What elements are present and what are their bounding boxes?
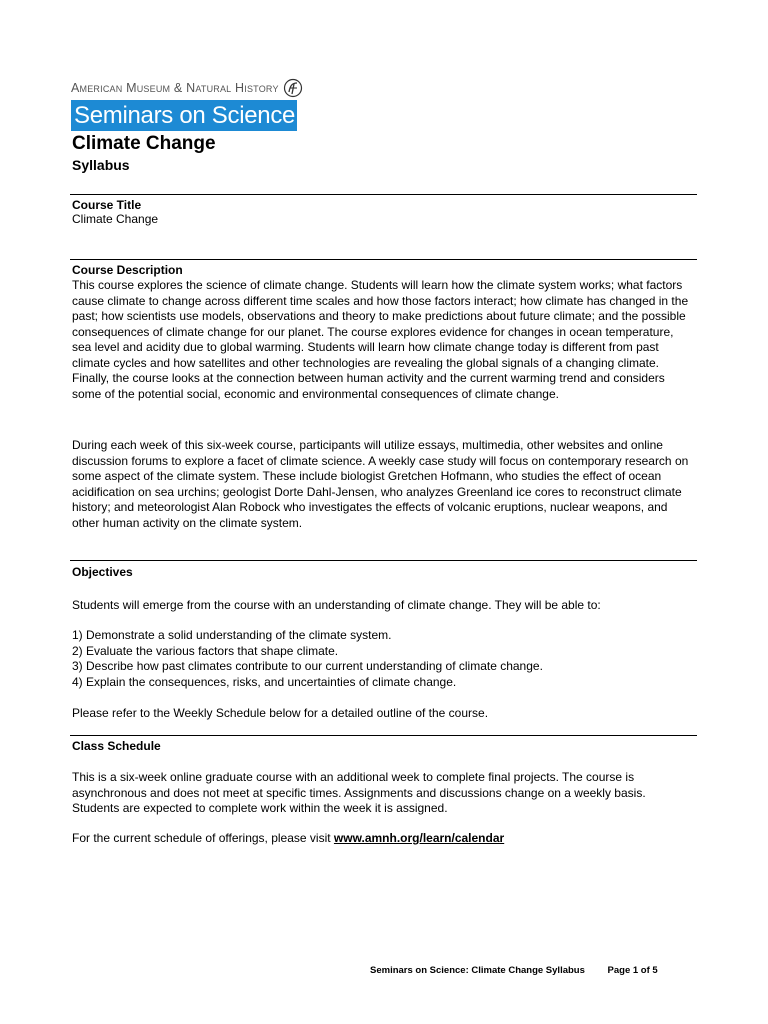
class-schedule-paragraph: This is a six-week online graduate course with an additional week to complete final projects. The course is asynchronous and does not meet at specific times. Assignments and discussions change on a weekly basis. Students are expected to complete work within the week it is assigned. [72,770,646,815]
document-subtitle: Syllabus [72,157,130,173]
visit-prefix: For the current schedule of offerings, please visit [72,831,334,845]
objective-item: 3) Describe how past climates contribute to our current understanding of climate change. [72,659,543,673]
objective-item: 2) Evaluate the various factors that shape climate. [72,643,339,658]
calendar-link[interactable]: www.amnh.org/learn/calendar [333,831,505,845]
page-footer [370,965,658,976]
objectives-list [72,628,694,690]
section-divider [70,735,697,736]
objectives-outro: Please refer to the Weekly Schedule below for a detailed outline of the course. [72,706,489,720]
section-divider [70,259,697,260]
course-title-value: Climate Change [72,212,159,226]
museum-name: American Museum & Natural History [71,81,279,95]
course-description-heading: Course Description [72,263,183,277]
objective-item: 4) Explain the consequences, risks, and uncertainties of climate change. [72,674,457,689]
museum-logo-icon [283,78,303,98]
objective-item: 1) Demonstrate a solid understanding of the climate system. [72,628,392,642]
class-schedule-visit [72,831,694,847]
course-description-paragraph-1: This course explores the science of climate change. Students will learn how the climate system works; what factors cause climate to change across different time scales and how those factors interact; how climate has changed in the past; how scientists use models, observations and theory to make predictions about future climate; and the possible consequences of climate change for our planet. The course explores evidence for changes in ocean temperature, sea level and acidity due to global warming. Students will learn how climate change today is different from past climate cycles and how satellites and other technologies are revealing the global signals of a changing climate. Finally, the course looks at the connection between human activity and the current warming trend and considers some of the potential social, economic and environmental consequences of climate change. [72,278,689,401]
section-divider [70,560,697,561]
objectives-intro: Students will emerge from the course with an understanding of climate change. They will be able to: [72,598,601,612]
course-title-heading: Course Title [72,198,142,212]
museum-header [71,75,303,101]
footer-document-label: Seminars on Science: Climate Change Syllabus [370,965,585,976]
objectives-heading: Objectives [72,565,133,579]
footer-page-number: Page 1 of 5 [607,965,658,976]
document-title: Climate Change [72,133,216,154]
seminars-banner: Seminars on Science [71,100,297,131]
class-schedule-heading: Class Schedule [72,739,161,753]
section-divider [70,194,697,195]
course-description-paragraph-2: During each week of this six-week course, participants will utilize essays, multimedia, other websites and online discussion forums to explore a facet of climate science. A weekly case study will focus on contemporary research on some aspect of the climate system. These include biologist Gretchen Hofmann, who studies the effect of ocean acidification on sea urchins; geologist Dorte Dahl-Jensen, who analyzes Greenland ice cores to reconstruct climate history; and meteorologist Alan Robock who investigates the effects of volcanic eruptions, nuclear weapons, and other human activity on the climate system. [72,438,689,530]
